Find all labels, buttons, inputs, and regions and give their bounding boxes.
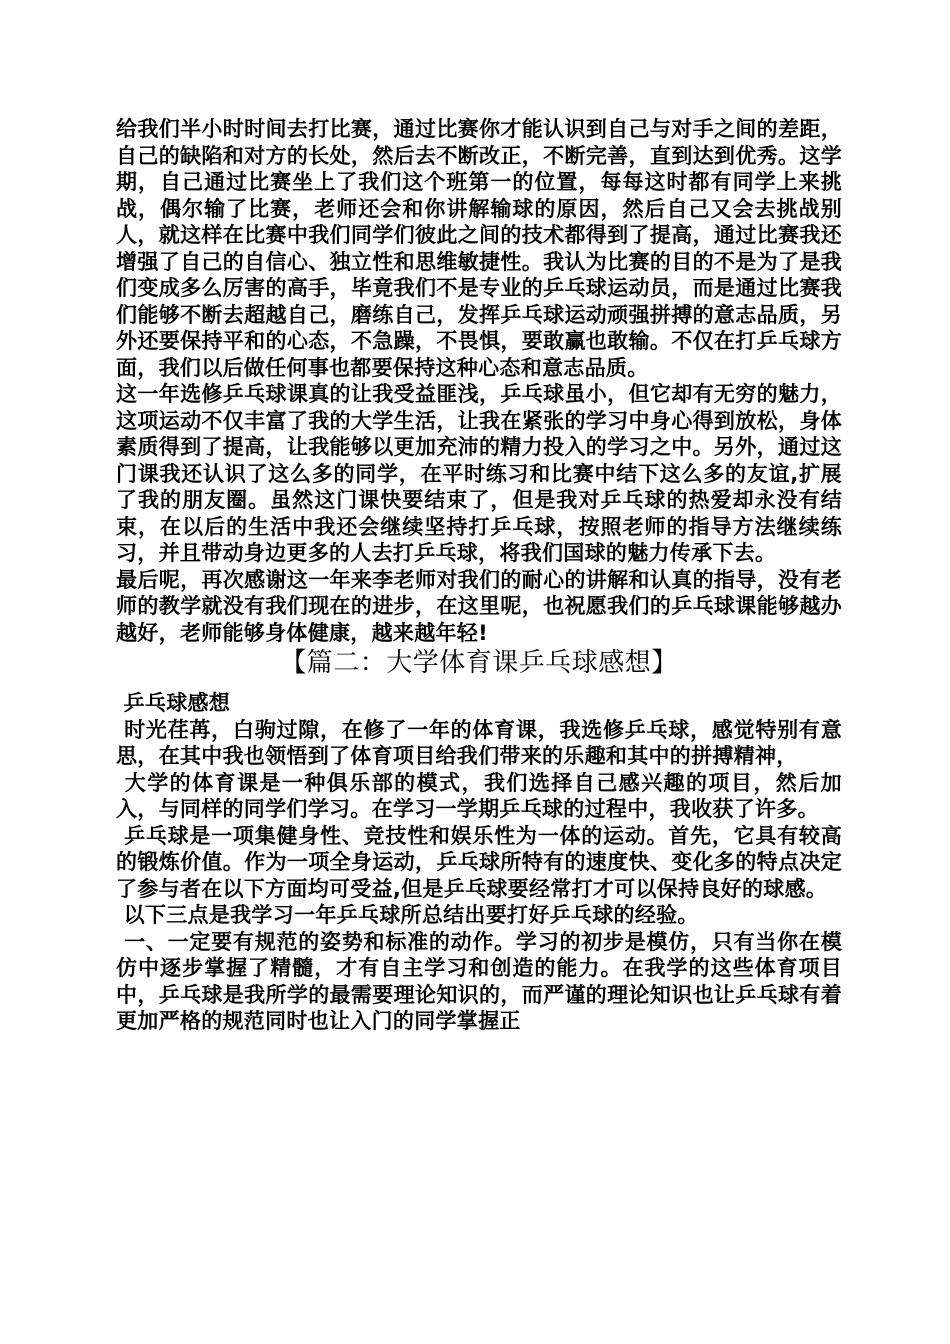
paragraph-bottom-3: 乒乓球是一项集健身性、竞技性和娱乐性为一体的运动。首先，它具有较高的锻炼价值。作为一项全身运动，乒乓球所特有的速度快、变化多的特点决定了参与者在以下方面均可受益,但是乒乓球要经常打才可以保持良好的球感。 [116,823,842,901]
paragraph-top-1: 给我们半小时时间去打比赛，通过比赛你才能认识到自己与对手之间的差距，自己的缺陷和对方的长处，然后去不断改正，不断完善，直到达到优秀。这学期，自己通过比赛坐上了我们这个班第一的位置，每每这时都有同学上来挑战，偶尔输了比赛，老师还会和你讲解输球的原因，然后自己又会去挑战别人，就这样在比赛中我们同学们彼此之间的技术都得到了提高，通过比赛我还增强了自己的自信心、独立性和思维敏捷性。我认为比赛的目的不是为了是我们变成多么厉害的高手，毕竟我们不是专业的乒乓球运动员，而是通过比赛我们能够不断去超越自己，磨练自己，发挥乒乓球运动顽强拼搏的意志品质，另外还要保持平和的心态，不急躁，不畏惧，要敢赢也敢输。不仅在打乒乓球方面，我们以后做任何事也都要保持这种心态和意志品质。 [116,117,842,380]
paragraph-bottom-1: 时光荏苒，白驹过隙，在修了一年的体育课，我选修乒乓球，感觉特别有意思，在其中我也领悟到了体育项目给我们带来的乐趣和其中的拼搏精神， [116,717,842,768]
paragraph-top-2: 这一年选修乒乓球课真的让我受益匪浅，乒乓球虽小，但它却有无穷的魅力，这项运动不仅丰富了我的大学生活，让我在紧张的学习中身心得到放松，身体素质得到了提高，让我能够以更加充沛的精力投入的学习之中。另外，通过这门课我还认识了这么多的同学，在平时练习和比赛中结下这么多的友谊,扩展了我的朋友圈。虽然这门课快要结束了，但是我对乒乓球的热爱却永没有结束，在以后的生活中我还会继续坚持打乒乓球，按照老师的指导方法继续练习，并且带动身边更多的人去打乒乓球，将我们国球的魅力传承下去。 [116,382,842,565]
paragraph-bottom-5: 一、一定要有规范的姿势和标准的动作。学习的初步是模仿，只有当你在模仿中逐步掌握了精髓，才有自主学习和创造的能力。在我学的这些体育项目中，乒乓球是我所学的最需要理论知识的，而严谨的理论知识也让乒乓球有着更加严格的规范同时也让入门的同学掌握正 [116,929,842,1033]
subtitle: 乒乓球感想 [116,691,231,715]
paragraph-bottom-2: 大学的体育课是一种俱乐部的模式，我们选择自己感兴趣的项目，然后加入，与同样的同学们学习。在学习一学期乒乓球的过程中，我收获了许多。 [116,770,842,821]
section-heading: 【篇二：大学体育课乒乓球感想】 [280,648,678,678]
paragraph-bottom-4: 以下三点是我学习一年乒乓球所总结出要打好乒乓球的经验。 [116,903,699,927]
document-page [116,116,842,1035]
paragraph-top-3: 最后呢，再次感谢这一年来李老师对我们的耐心的讲解和认真的指导，没有老师的教学就没有我们现在的进步，在这里呢，也祝愿我们的乒乓球课能够越办越好，老师能够身体健康，越来越年轻! [116,567,842,645]
